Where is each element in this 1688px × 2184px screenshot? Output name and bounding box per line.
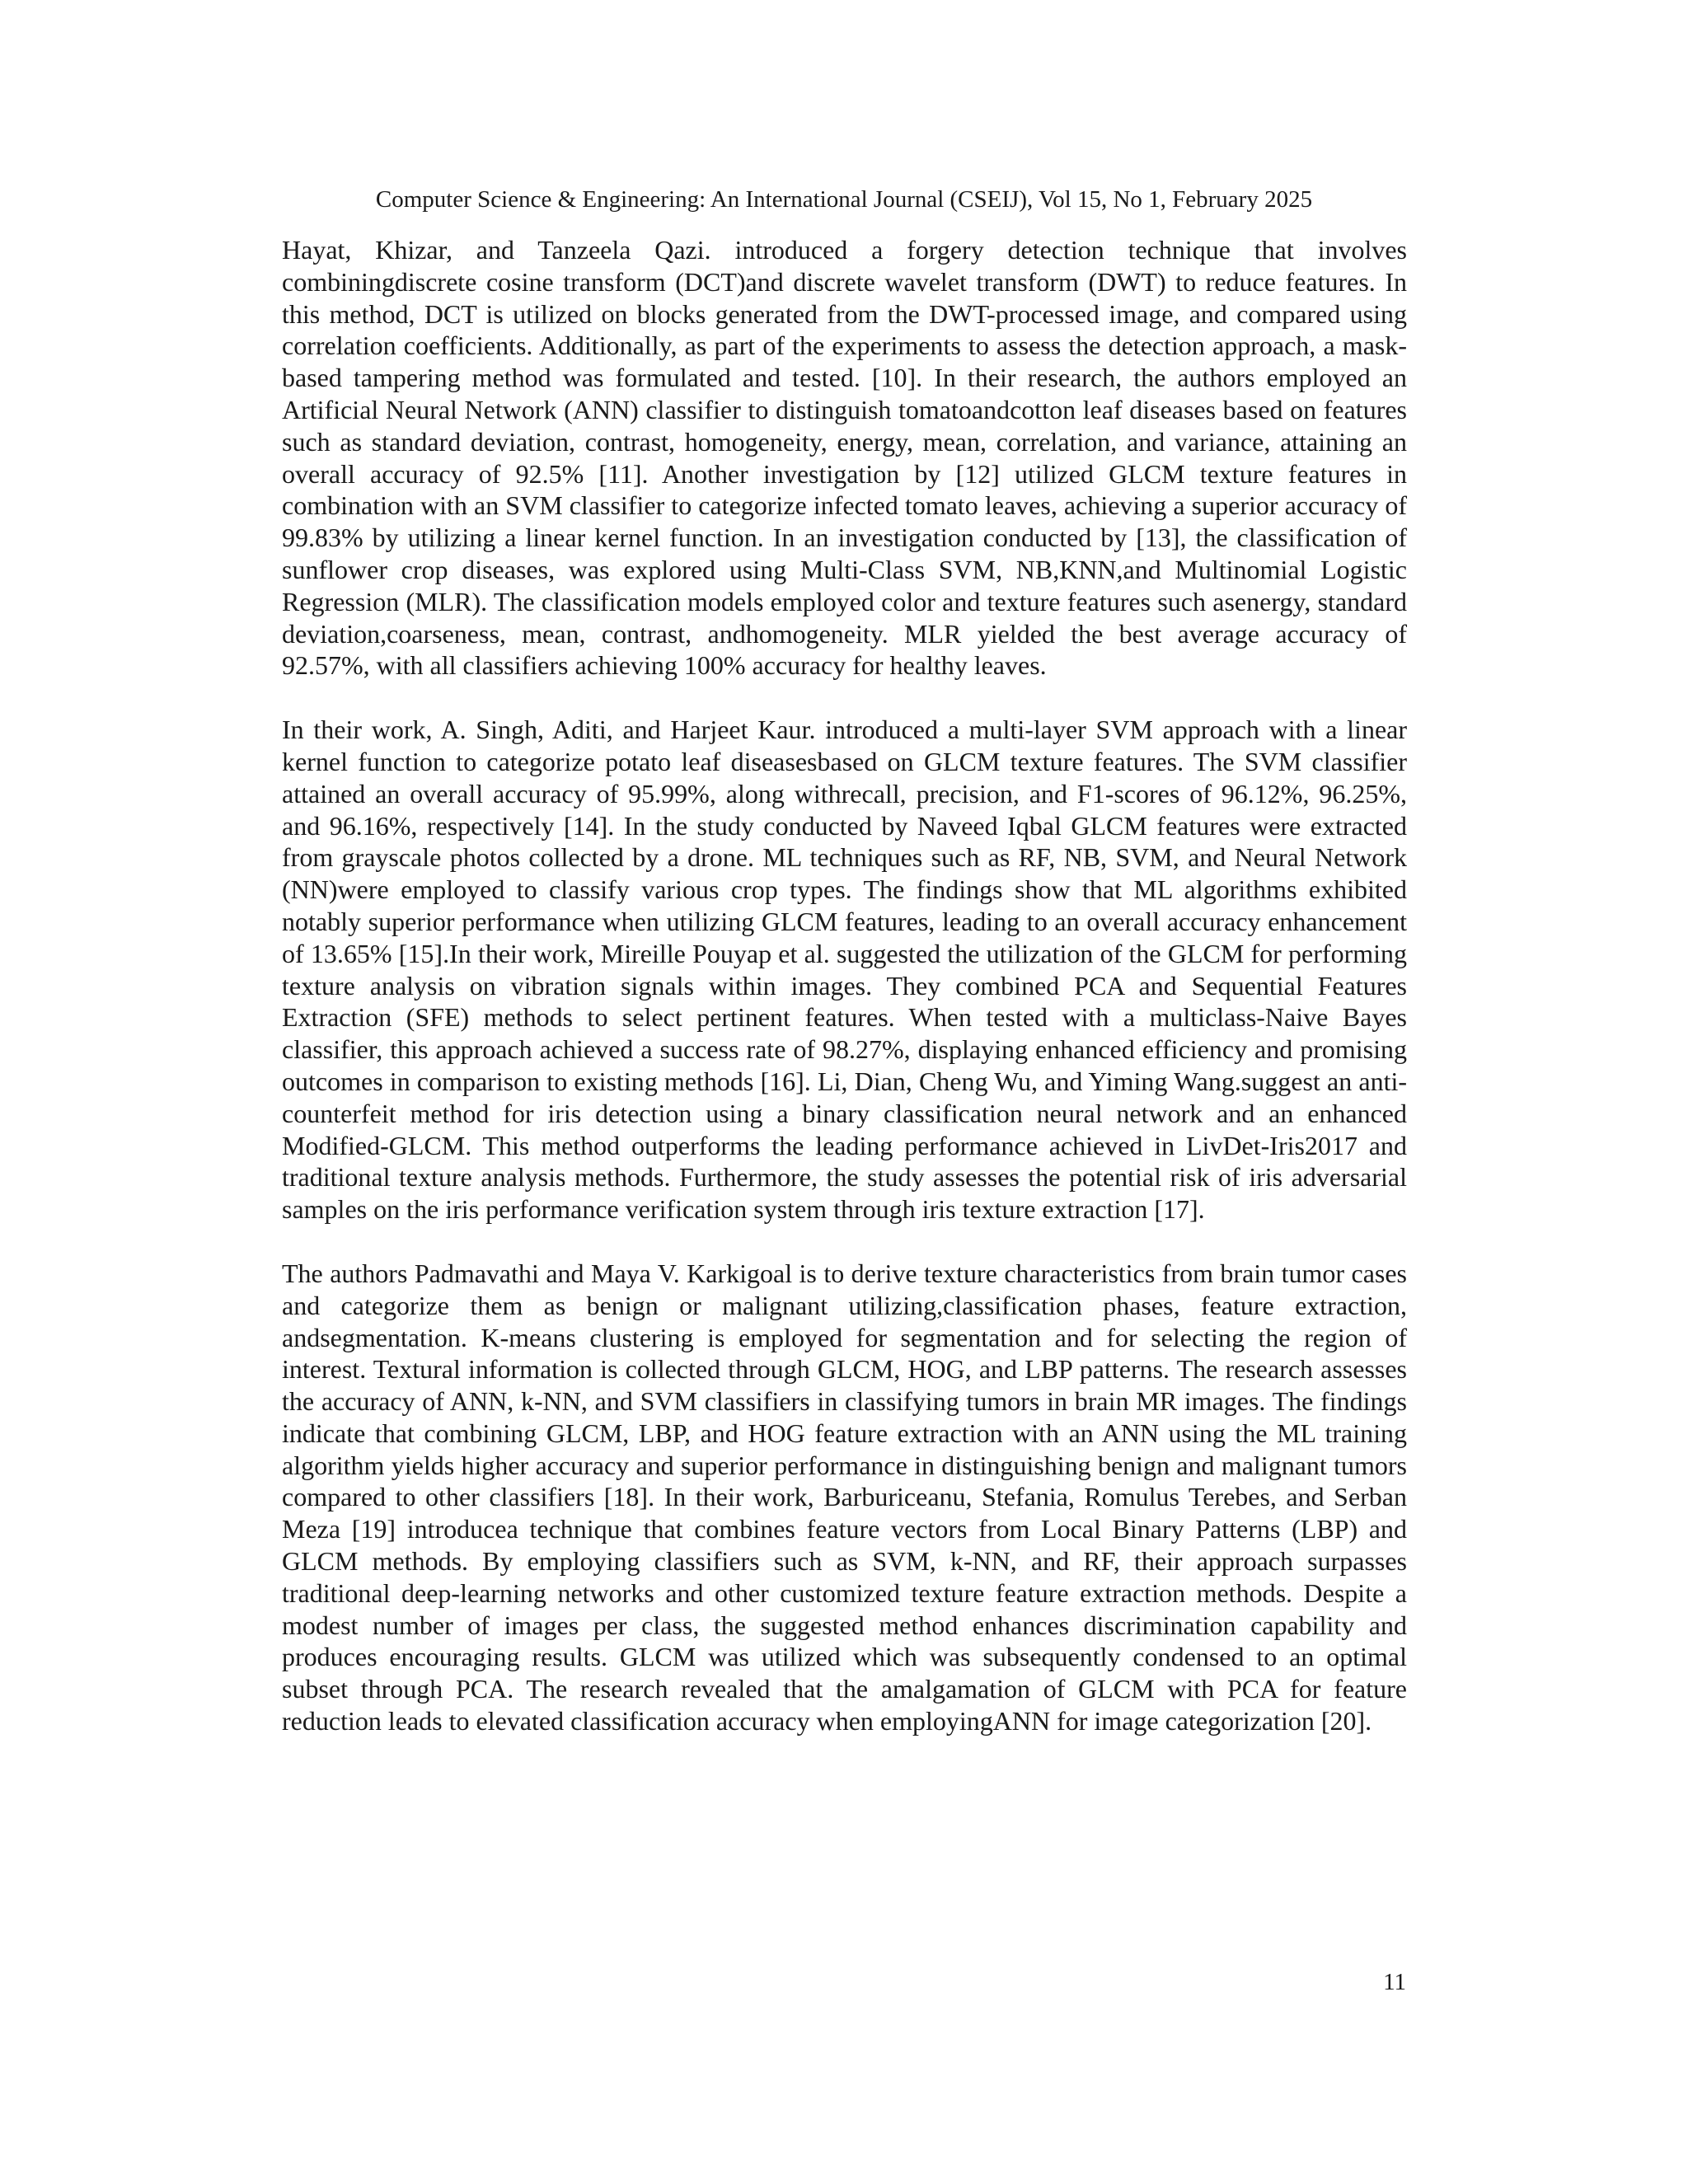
paragraph-related-work-3: The authors Padmavathi and Maya V. Karkigoal is to derive texture characteristics from brain tumor cases and categorize them as benign or malignant utilizing,classification phases, feature extraction, andsegmentation. K-means clustering is employed for segmentation and for selecting the region of interest. Textural information is collected through GLCM, HOG, and LBP patterns. The research assesses the accuracy of ANN, k-NN, and SVM classifiers in classifying tumors in brain MR images. The findings indicate that combining GLCM, LBP, and HOG feature extraction with an ANN using the ML training algorithm yields higher accuracy and superior performance in distinguishing benign and malignant tumors compared to other classifiers [18]. In their work, Barburiceanu, Stefania, Romulus Terebes, and Serban Meza [19] introducea technique that combines feature vectors from Local Binary Patterns (LBP) and GLCM methods. By employing classifiers such as SVM, k-NN, and RF, their approach surpasses traditional deep-learning networks and other customized texture feature extraction methods. Despite a modest number of images per class, the suggested method enhances discrimination capability and produces encouraging results. GLCM was utilized which was subsequently condensed to an optimal subset through PCA. The research revealed that the amalgamation of GLCM with PCA for feature reduction leads to elevated classification accuracy when employingANN for image categorization [20]. xyxy=(282,1258,1407,1736)
page-number: 11 xyxy=(1383,1969,1406,1995)
paragraph-related-work-2: In their work, A. Singh, Aditi, and Harjeet Kaur. introduced a multi-layer SVM approach with a linear kernel function to categorize potato leaf diseasesbased on GLCM texture features. The SVM classifier attained an overall accuracy of 95.99%, along withrecall, precision, and F1-scores of 96.12%, 96.25%, and 96.16%, respectively [14]. In the study conducted by Naveed Iqbal GLCM features were extracted from grayscale photos collected by a drone. ML techniques such as RF, NB, SVM, and Neural Network (NN)were employed to classify various crop types. The findings show that ML algorithms exhibited notably superior performance when utilizing GLCM features, leading to an overall accuracy enhancement of 13.65% [15].In their work, Mireille Pouyap et al. suggested the utilization of the GLCM for performing texture analysis on vibration signals within images. They combined PCA and Sequential Features Extraction (SFE) methods to select pertinent features. When tested with a multiclass-Naive Bayes classifier, this approach achieved a success rate of 98.27%, displaying enhanced efficiency and promising outcomes in comparison to existing methods [16]. Li, Dian, Cheng Wu, and Yiming Wang.suggest an anti-counterfeit method for iris detection using a binary classification neural network and an enhanced Modified-GLCM. This method outperforms the leading performance achieved in LivDet-Iris2017 and traditional texture analysis methods. Furthermore, the study assesses the potential risk of iris adversarial samples on the iris performance verification system through iris texture extraction [17]. xyxy=(282,715,1407,1225)
paragraph-related-work-1: Hayat, Khizar, and Tanzeela Qazi. introduced a forgery detection technique that involves combiningdiscrete cosine transform (DCT)and discrete wavelet transform (DWT) to reduce features. In this method, DCT is utilized on blocks generated from the DWT-processed image, and compared using correlation coefficients. Additionally, as part of the experiments to assess the detection approach, a mask-based tampering method was formulated and tested. [10]. In their research, the authors employed an Artificial Neural Network (ANN) classifier to distinguish tomatoandcotton leaf diseases based on features such as standard deviation, contrast, homogeneity, energy, mean, correlation, and variance, attaining an overall accuracy of 92.5% [11]. Another investigation by [12] utilized GLCM texture features in combination with an SVM classifier to categorize infected tomato leaves, achieving a superior accuracy of 99.83% by utilizing a linear kernel function. In an investigation conducted by [13], the classification of sunflower crop diseases, was explored using Multi-Class SVM, NB,KNN,and Multinomial Logistic Regression (MLR). The classification models employed color and texture features such asenergy, standard deviation,coarseness, mean, contrast, andhomogeneity. MLR yielded the best average accuracy of 92.57%, with all classifiers achieving 100% accuracy for healthy leaves. xyxy=(282,235,1407,681)
body-text xyxy=(282,234,1407,1769)
running-header: Computer Science & Engineering: An International Journal (CSEIJ), Vol 15, No 1, February 2025 xyxy=(375,186,1313,213)
